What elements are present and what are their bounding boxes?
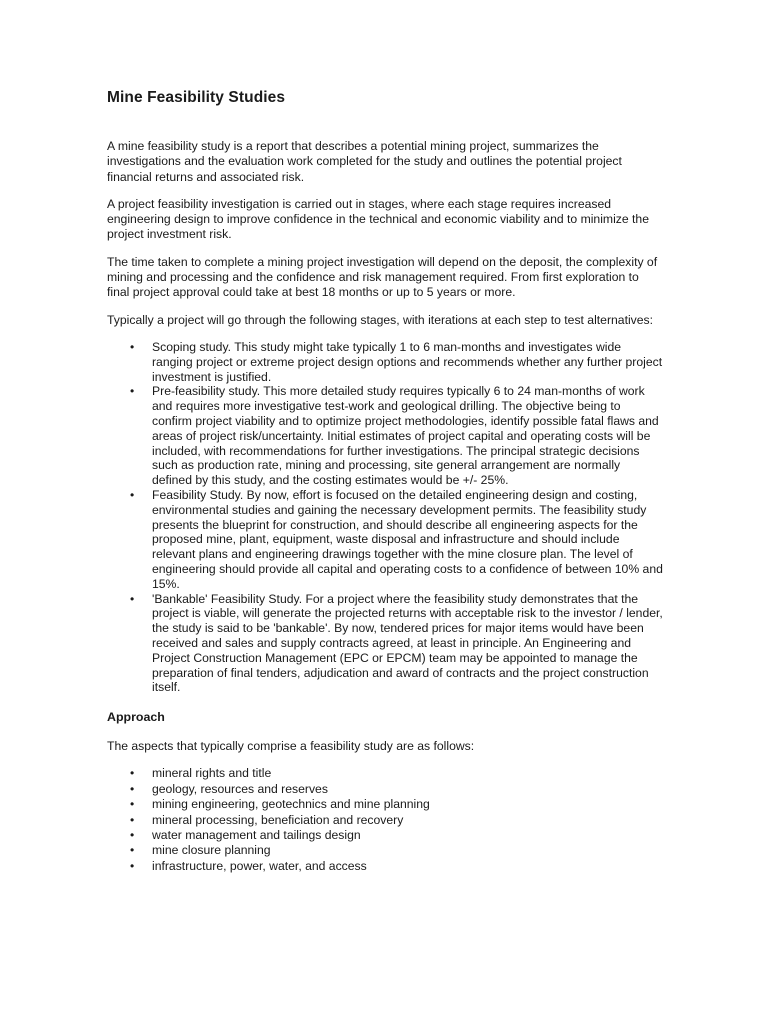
list-item: [107, 592, 663, 696]
approach-intro: The aspects that typically comprise a feasibility study are as follows:: [107, 739, 475, 754]
stage-text: Pre-feasibility study. This more detailed study requires typically 6 to 24 man-months of work and requires more investigative test-work and geological drilling. The objective being to confirm project viability and to optimize project methodologies, identify possible fatal flaws and areas of project risk/uncertainty. Initial estimates of project capital and operating costs will be included, with recommendations for further investigations. The principal strategic decisions such as production rate, mining and processing, site general arrangement are normally defined by this study, and the costing estimates would be +/- 25%.: [152, 384, 659, 488]
document-title: Mine Feasibility Studies: [107, 89, 286, 106]
approach-heading: Approach: [107, 710, 165, 725]
aspect-text: mine closure planning: [152, 843, 271, 858]
list-item: [107, 766, 663, 781]
bullet-icon: •: [130, 828, 135, 843]
intro-paragraph-3: The time taken to complete a mining project investigation will depend on the deposit, the complexity of mining and processing and the confidence and risk management required. From first exploration to final project approval could take at best 18 months or up to 5 years or more.: [107, 254, 658, 300]
aspect-text: water management and tailings design: [152, 828, 361, 843]
bullet-icon: •: [130, 797, 135, 812]
intro-paragraph-2: A project feasibility investigation is carried out in stages, where each stage requires increased engineering design to improve confidence in the technical and economic viability and to minimize the project investment risk.: [107, 196, 649, 242]
aspect-text: mineral processing, beneficiation and recovery: [152, 812, 404, 827]
aspect-text: infrastructure, power, water, and access: [152, 858, 367, 873]
bullet-icon: •: [130, 843, 135, 858]
list-item: [107, 828, 663, 843]
bullet-icon: •: [130, 384, 135, 399]
document-page: [107, 88, 663, 886]
bullet-icon: •: [130, 858, 135, 873]
stage-text: Scoping study. This study might take typically 1 to 6 man-months and investigates wide ranging project or extreme project design options and recommends whether any further project investment is justified.: [152, 339, 663, 384]
list-item: [107, 843, 663, 858]
stage-text: Feasibility Study. By now, effort is focused on the detailed engineering design and costing, environmental studies and gaining the necessary development permits. The feasibility study presents the blueprint for construction, and should describe all engineering aspects for the proposed mine, plant, equipment, waste disposal and infrastructure and should include relevant plans and engineering drawings together with the mine closure plan. The level of engineering should provide all capital and operating costs to a confidence of between 10% and 15%.: [152, 487, 663, 591]
bullet-icon: •: [130, 591, 135, 606]
bullet-icon: •: [130, 766, 135, 781]
list-item: [107, 384, 663, 488]
intro-paragraph-1: A mine feasibility study is a report that describes a potential mining project, summarizes the investigations and the evaluation work completed for the study and outlines the potential project financial returns and associated risk.: [107, 139, 622, 184]
aspect-text: mining engineering, geotechnics and mine planning: [152, 797, 430, 812]
list-item: [107, 859, 663, 874]
stage-text: 'Bankable' Feasibility Study. For a project where the feasibility study demonstrates that the project is viable, will generate the projected returns with acceptable risk to the investor / lender, the study is said to be 'bankable'. By now, tendered prices for major items would have been received and sales and supply contracts agreed, at least in principle. An Engineering and Project Construction Management (EPC or EPCM) team may be appointed to manage the preparation of final tenders, adjudication and award of contracts and the project construction itself.: [152, 591, 663, 695]
stages-list: [107, 340, 663, 695]
list-item: [107, 340, 663, 384]
bullet-icon: •: [130, 812, 135, 827]
list-item: [107, 782, 663, 797]
bullet-icon: •: [130, 781, 135, 796]
intro-paragraph-4: Typically a project will go through the following stages, with iterations at each step to test alternatives:: [107, 312, 654, 327]
list-item: [107, 488, 663, 592]
list-item: [107, 797, 663, 812]
aspect-text: mineral rights and title: [152, 766, 272, 781]
bullet-icon: •: [130, 339, 135, 354]
aspect-text: geology, resources and reserves: [152, 781, 328, 796]
aspects-list: [107, 766, 663, 874]
list-item: [107, 813, 663, 828]
bullet-icon: •: [130, 487, 135, 502]
